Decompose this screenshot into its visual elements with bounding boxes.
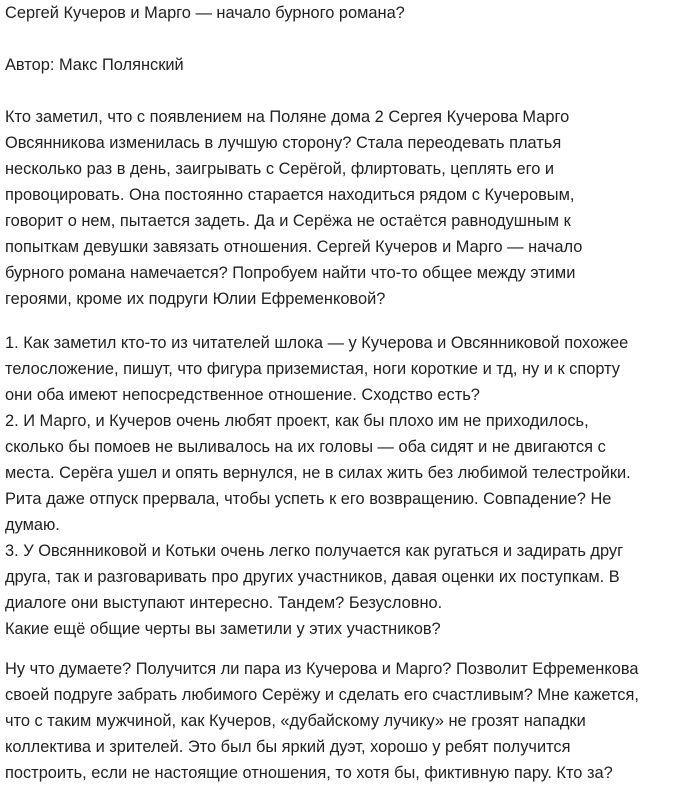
list-line: 2. И Марго, и Кучеров очень любят проект, как бы плохо им не приходилось,: [5, 412, 589, 430]
list-line: диалоге они выступают интересно. Тандем? Безусловно.: [5, 594, 443, 612]
list-line: Рита даже отпуск прервала, чтобы успеть к его возвращению. Совпадение? Не: [5, 490, 612, 508]
intro-line: попыткам девушки завязать отношения. Сергей Кучеров и Марго — начало: [5, 238, 583, 256]
list-line: 3. У Овсянниковой и Котьки очень легко получается как ругаться и задирать друг: [5, 542, 624, 560]
intro-line: Овсянникова изменилась в лучшую сторону? Стала переодевать платья: [5, 134, 562, 152]
list-line: места. Серёга ушел и опять вернулся, не в силах жить без любимой телестройки.: [5, 464, 631, 482]
intro-line: несколько раз в день, заигрывать с Серёгой, флиртовать, цеплять его и: [5, 160, 555, 178]
closing-paragraph: [5, 656, 695, 786]
list-paragraph: [5, 330, 695, 642]
list-line: они оба имеют непосредственное отношение. Сходство есть?: [5, 386, 480, 404]
closing-line: построить, если не настоящие отношения, то хотя бы, фиктивную пару. Кто за?: [5, 764, 613, 782]
list-line: думаю.: [5, 516, 60, 534]
closing-line: коллектива и зрителей. Это был бы яркий дуэт, хорошо у ребят получится: [5, 738, 571, 756]
intro-line: героями, кроме их подруги Юлии Ефременковой?: [5, 290, 386, 308]
intro-line: бурного романа намечается? Попробуем найти что-то общее между этими: [5, 264, 576, 282]
closing-line: что с таким мужчиной, как Кучеров, «дубайскому лучику» не грозят нападки: [5, 712, 586, 730]
list-line: друга, так и разговаривать про других участников, давая оценки их поступкам. В: [5, 568, 620, 586]
intro-line: провоцировать. Она постоянно старается находиться рядом с Кучеровым,: [5, 186, 575, 204]
closing-line: своей подруге забрать любимого Серёжу и сделать его счастливым? Мне кажется,: [5, 686, 639, 704]
intro-line: Кто заметил, что с появлением на Поляне дома 2 Сергея Кучерова Марго: [5, 108, 570, 126]
intro-paragraph: [5, 104, 695, 312]
closing-line: Ну что думаете? Получится ли пара из Кучерова и Марго? Позволит Ефременкова: [5, 660, 639, 678]
list-line: сколько бы помоев не выливалось на их головы — оба сидят и не двигаются с: [5, 438, 606, 456]
intro-line: говорит о нем, пытается задеть. Да и Серёжа не остаётся равнодушным к: [5, 212, 571, 230]
list-line: 1. Как заметил кто-то из читателей шлока — у Кучерова и Овсянниковой похожее: [5, 334, 629, 352]
list-line: Какие ещё общие черты вы заметили у этих участников?: [5, 620, 441, 638]
article-author: Автор: Макс Полянский: [5, 56, 184, 74]
list-line: телосложение, пишут, что фигура приземистая, ноги короткие и тд, ну и к спорту: [5, 360, 621, 378]
article-title: Сергей Кучеров и Марго — начало бурного романа?: [5, 4, 405, 22]
